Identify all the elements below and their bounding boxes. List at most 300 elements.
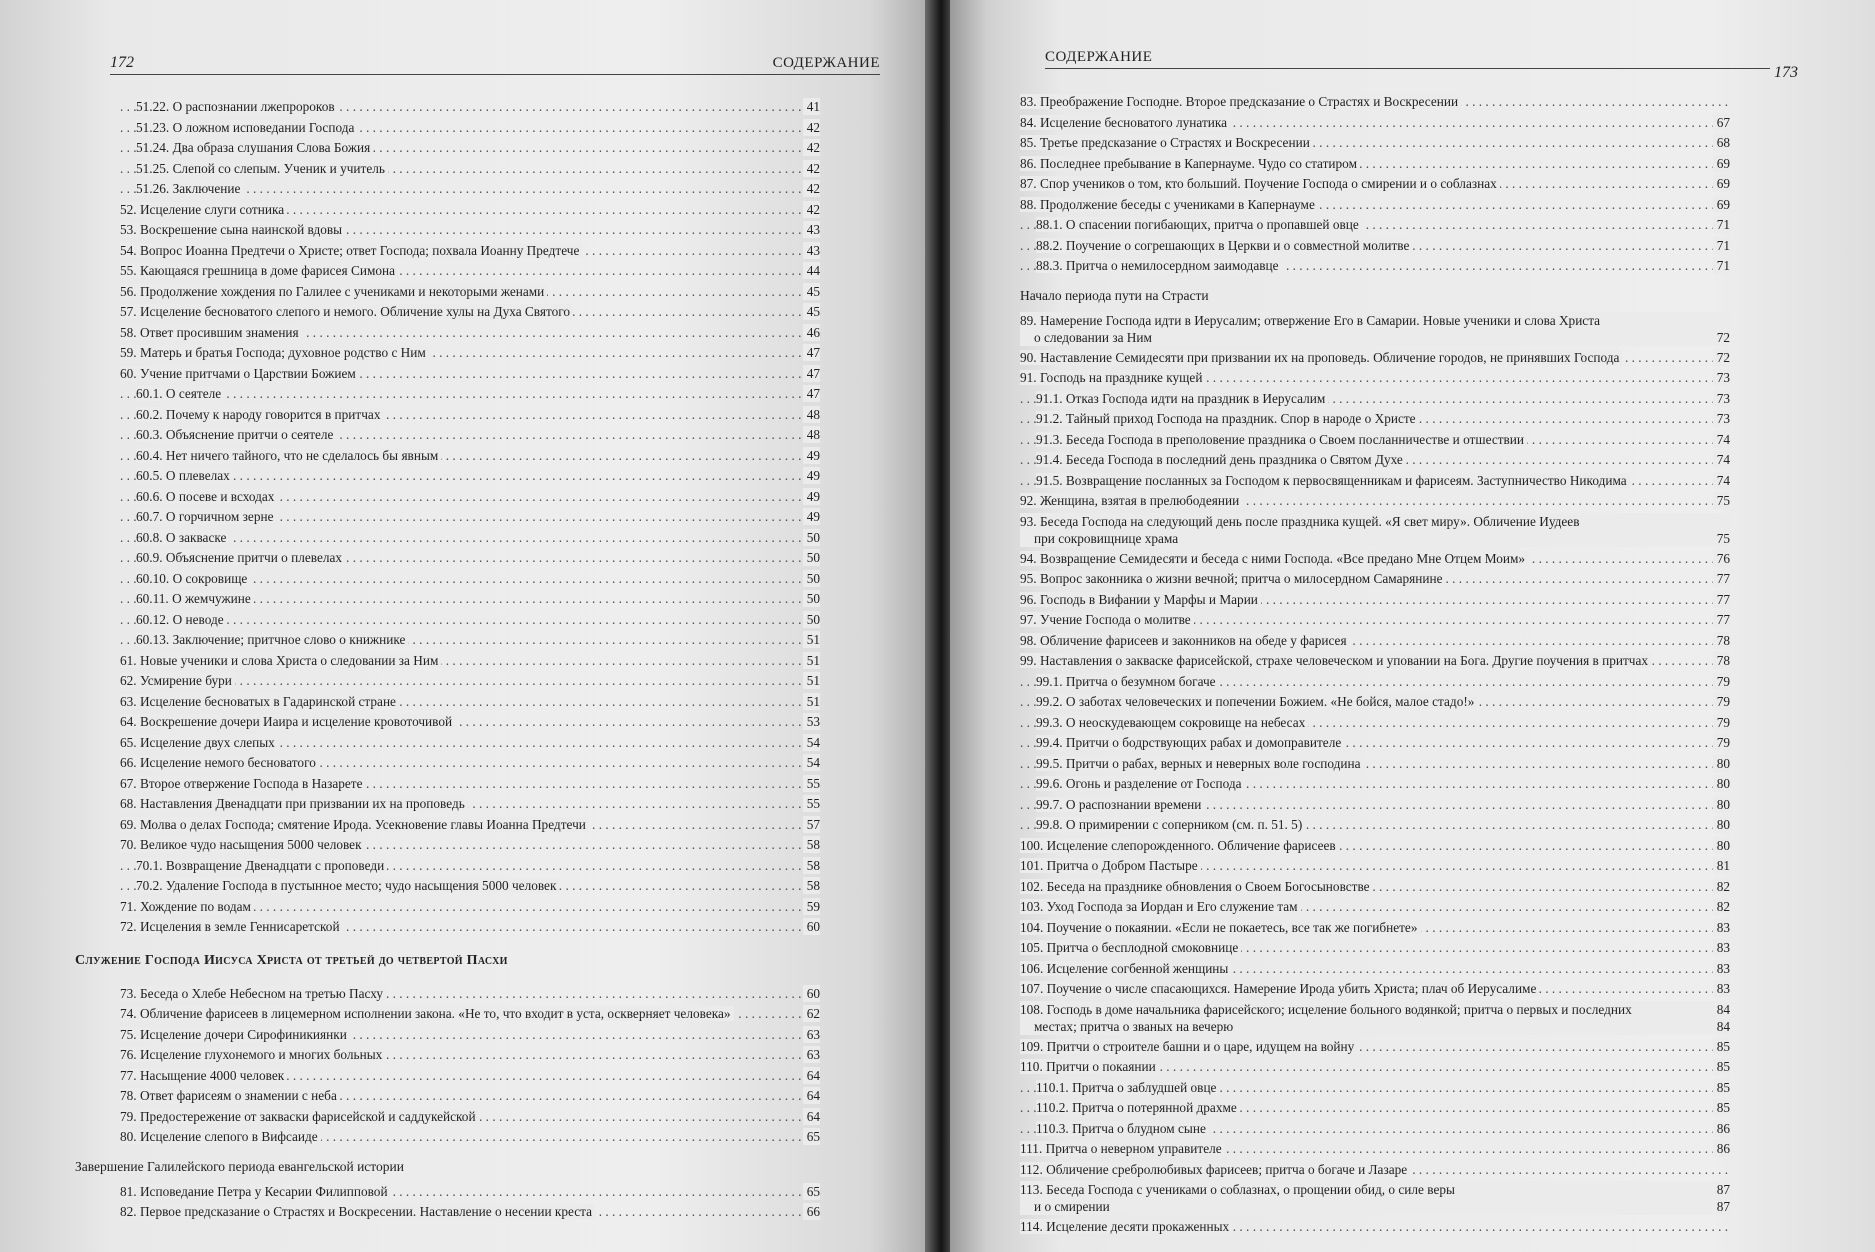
toc-entry-title: 74. Обличение фарисеев в лицемерном исполнении закона. «Не то, что входит в уста, оскверняет человека» [120, 1006, 734, 1021]
toc-entry-page: 87 [1713, 1198, 1730, 1215]
toc-entry [120, 529, 820, 550]
toc-entry [120, 590, 820, 611]
toc-entry-title-line: 89. Намерение Господа идти в Иерусалим; отвержение Его в Самарии. Новые ученики и слова Христа [1020, 312, 1601, 328]
toc-entry-title: 109. Притчи о строителе башни и о царе, идущем на войну [1020, 1039, 1357, 1054]
toc-entry [1020, 369, 1730, 390]
toc-entry [1020, 837, 1730, 858]
toc-entry [1020, 196, 1730, 217]
toc-entry-title: 91.5. Возвращение посланных за Господом к первосвященникам и фарисеям. Заступничество Никодима [1036, 473, 1630, 488]
toc-entry [120, 1203, 820, 1224]
toc-entry [1020, 349, 1730, 370]
toc-entry-title: 88.2. Поучение о согрешающих в Церкви и о совместной молитве [1036, 238, 1412, 253]
toc-entry-page: 79 [1713, 714, 1730, 731]
toc-entry-title: 90. Наставление Семидесяти при призвании их на проповедь. Обличение городов, не принявших Господа [1020, 350, 1622, 365]
toc-entry-page: 54 [803, 754, 820, 771]
toc-entry-title: 56. Продолжение хождения по Галилее с учениками и некоторыми женами [120, 284, 547, 299]
toc-entry [1020, 550, 1730, 571]
toc-entry-page: 80 [1713, 837, 1730, 854]
toc-entry-title: 60.8. О закваске [136, 530, 229, 545]
toc-entry-title-line: о следовании за Ним [1034, 329, 1152, 345]
toc-entry-page: 72 [1713, 329, 1730, 346]
left-page-number: 172 [110, 54, 134, 71]
toc-entry [120, 262, 820, 283]
toc-entry-page: 65 [803, 1183, 820, 1200]
toc-entry [1020, 114, 1730, 135]
toc-entry-page: 50 [803, 549, 820, 566]
toc-entry [120, 549, 820, 570]
toc-entry [120, 857, 820, 878]
toc-entry-title: 60.10. О сокровище [136, 571, 250, 586]
toc-entry-title: 58. Ответ просившим знамения [120, 325, 302, 340]
toc-entry-page: 69 [1713, 175, 1730, 192]
toc-entry-title: 60.9. Объяснение притчи о плевелах [136, 550, 345, 565]
toc-entry-page: 48 [803, 426, 820, 443]
toc-entry-title: 71. Хождение по водам [120, 899, 254, 914]
toc-entry-page: 71 [1713, 216, 1730, 233]
toc-entry-title: 99.5. Притчи о рабах, верных и неверных воле господина [1036, 756, 1364, 771]
toc-entry-title: 70.1. Возвращение Двенадцати с проповеди [136, 858, 387, 873]
toc-entry-title: 104. Поучение о покаянии. «Если не покаетесь, все так же погибнете» [1020, 920, 1421, 935]
toc-entry [120, 488, 820, 509]
toc-entry [1020, 431, 1730, 452]
toc-entry-title: 70. Великое чудо насыщения 5000 человек [120, 837, 365, 852]
toc-entry-page: 49 [803, 467, 820, 484]
toc-entry-page: 67 [1713, 114, 1730, 131]
toc-entry [120, 160, 820, 181]
toc-entry-page: 51 [803, 693, 820, 710]
toc-entry [1020, 1120, 1730, 1141]
toc-entry-title: 64. Воскрешение дочери Иаира и исцеление кровоточивой [120, 714, 455, 729]
toc-entry [120, 221, 820, 242]
toc-entry [1020, 1001, 1730, 1038]
toc-entry-page: 53 [803, 713, 820, 730]
toc-entry-page: 64 [803, 1108, 820, 1125]
toc-entry-title: 78. Ответ фарисеям о знамении с неба [120, 1088, 340, 1103]
toc-entry [1020, 796, 1730, 817]
toc-entry-title: 94. Возвращение Семидесяти и беседа с ними Господа. «Все предано Мне Отцем Моим» [1020, 551, 1528, 566]
toc-entry-title: 60.6. О посеве и всходах [136, 489, 277, 504]
toc-entry [120, 1183, 820, 1204]
toc-entry-title: 51.22. О распознании лжепророков [136, 99, 338, 114]
toc-entry-title: 60.3. Объяснение притчи о сеятеле [136, 427, 336, 442]
toc-entry [120, 611, 820, 632]
toc-entry [120, 119, 820, 140]
toc-entry-title-line: 93. Беседа Господа на следующий день после праздника кущей. «Я свет миру». Обличение Иудеев [1020, 513, 1580, 529]
toc-entry [120, 918, 820, 939]
toc-entry-title: 68. Наставления Двенадцати при призвании их на проповедь [120, 796, 468, 811]
toc-entry [120, 898, 820, 919]
toc-entry-page: 51 [803, 652, 820, 669]
toc-entry-page: 85 [1713, 1099, 1730, 1116]
toc-entry-title: 98. Обличение фарисеев и законников на обеде у фарисея [1020, 633, 1350, 648]
right-header-title: СОДЕРЖАНИЕ [1045, 49, 1153, 65]
toc-entry-title: 63. Исцеление бесноватых в Гадаринской стране [120, 694, 399, 709]
toc-entry-title-line: и о смирении [1034, 1199, 1110, 1214]
toc-entry-title: 52. Исцеление слуги сотника [120, 202, 287, 217]
toc-entry-page: 48 [803, 406, 820, 423]
toc-entry [1020, 898, 1730, 919]
toc-entry-title [1020, 1181, 1730, 1215]
toc-entry-title: 61. Новые ученики и слова Христа о следовании за Ним [120, 653, 441, 668]
toc-entry-page: 49 [803, 488, 820, 505]
toc-entry [120, 795, 820, 816]
toc-entry-page: 45 [803, 283, 820, 300]
toc-entry [120, 385, 820, 406]
toc-entry-title: 57. Исцеление бесноватого слепого и немого. Обличение хулы на Духа Святого [120, 304, 573, 319]
toc-entry-page: 50 [803, 611, 820, 628]
toc-entry [1020, 312, 1730, 349]
toc-entry [120, 283, 820, 304]
toc-entry-page: 63 [803, 1026, 820, 1043]
toc-entry-title: 60.2. Почему к народу говорится в притчах [136, 407, 383, 422]
left-toc-list [75, 98, 820, 1224]
toc-entry-page: 79 [1713, 734, 1730, 751]
toc-entry-title: 60.5. О плевелах [136, 468, 233, 483]
toc-entry-title: 62. Усмирение бури [120, 673, 235, 688]
toc-entry-title-line: 108. Господь в доме начальника фарисейского; исцеление больного водянкой; притча о первых и последних [1020, 1001, 1632, 1017]
toc-entry-title: 60.12. О неводе [136, 612, 227, 627]
toc-entry-page: 78 [1713, 652, 1730, 669]
toc-entry [1020, 960, 1730, 981]
toc-entry-title: 88.3. Притча о немилосердном заимодавце [1036, 258, 1282, 273]
toc-entry-page: 75 [1713, 492, 1730, 509]
toc-entry-title: 110.3. Притча о блудном сыне [1036, 1121, 1209, 1136]
toc-entry-page: 72 [1713, 349, 1730, 366]
toc-entry [120, 836, 820, 857]
toc-entry [120, 816, 820, 837]
toc-entry-page: 42 [803, 119, 820, 136]
left-header-title: СОДЕРЖАНИЕ [772, 55, 880, 71]
toc-entry-page: 86 [1713, 1140, 1730, 1157]
toc-entry [1020, 155, 1730, 176]
toc-entry-title: 60.7. О горчичном зерне [136, 509, 277, 524]
toc-entry-page: 43 [803, 242, 820, 259]
toc-entry [120, 1046, 820, 1067]
toc-entry-page: 83 [1713, 939, 1730, 956]
toc-entry-title: 53. Воскрешение сына наинской вдовы [120, 222, 345, 237]
toc-entry-title: 51.23. О ложном исповедании Господа [136, 120, 357, 135]
toc-entry-title: 97. Учение Господа о молитве [1020, 612, 1194, 627]
toc-entry-title [1020, 1001, 1730, 1035]
toc-entry-title: 76. Исцеление глухонемого и многих больных [120, 1047, 385, 1062]
toc-entry-page: 51 [803, 672, 820, 689]
toc-entry-page: 42 [803, 160, 820, 177]
toc-entry [1020, 1099, 1730, 1120]
toc-entry-title: 60.11. О жемчужине [136, 591, 254, 606]
toc-entry [120, 672, 820, 693]
toc-entry-title: 77. Насыщение 4000 человек [120, 1068, 287, 1083]
toc-entry-title: 51.25. Слепой со слепым. Ученик и учитель [136, 161, 388, 176]
toc-entry-page: 80 [1713, 755, 1730, 772]
toc-entry-title: 91.3. Беседа Господа в преполовение праздника о Своем посланничестве и отшествии [1036, 432, 1527, 447]
toc-entry-page: 55 [803, 775, 820, 792]
toc-entry [1020, 1181, 1730, 1218]
right-page-header [1045, 42, 1798, 81]
toc-entry-title: 110. Притчи о покаянии [1020, 1059, 1159, 1074]
toc-entry-title: 102. Беседа на празднике обновления о Своем Богосыновстве [1020, 879, 1373, 894]
toc-entry [120, 508, 820, 529]
toc-entry-title: 60. Учение притчами о Царствии Божием [120, 366, 359, 381]
toc-entry [120, 467, 820, 488]
toc-entry-page: 49 [803, 508, 820, 525]
toc-entry-title: 82. Первое предсказание о Страстях и Воскресении. Наставление о несении креста [120, 1204, 595, 1219]
toc-entry [1020, 734, 1730, 755]
toc-entry-title: 111. Притча о неверном управителе [1020, 1141, 1225, 1156]
toc-entry [1020, 775, 1730, 796]
toc-entry-title: 99.3. О неоскудевающем сокровище на небесах [1036, 715, 1308, 730]
toc-entry [1020, 878, 1730, 899]
toc-entry-title: 85. Третье предсказание о Страстях и Воскресении [1020, 135, 1313, 150]
toc-entry [1020, 919, 1730, 940]
toc-entry [1020, 939, 1730, 960]
toc-entry-title: 88.1. О спасении погибающих, притча о пропавшей овце [1036, 217, 1362, 232]
toc-entry [120, 570, 820, 591]
toc-entry [1020, 857, 1730, 878]
toc-entry-title: 99. Наставления о закваске фарисейской, страхе человеческом и уповании на Бога. Другие поучения в притчах [1020, 653, 1651, 668]
toc-entry-title: 110.1. Притча о заблудшей овце [1036, 1080, 1219, 1095]
toc-entry [1020, 513, 1730, 550]
toc-entry [120, 1087, 820, 1108]
toc-entry [1020, 257, 1730, 278]
toc-entry [1020, 714, 1730, 735]
toc-entry-page: 65 [803, 1128, 820, 1145]
toc-entry-title: 51.24. Два образа слушания Слова Божия [136, 140, 373, 155]
toc-entry-title: 112. Обличение сребролюбивых фарисеев; притча о богаче и Лазаре [1020, 1162, 1410, 1177]
toc-entry-page: 47 [803, 385, 820, 402]
toc-entry-title [1020, 312, 1730, 346]
toc-entry-page: 71 [1713, 257, 1730, 274]
toc-entry [1020, 591, 1730, 612]
toc-entry-page: 75 [1713, 530, 1730, 547]
toc-entry-page: 47 [803, 365, 820, 382]
toc-entry [1020, 451, 1730, 472]
toc-entry [1020, 175, 1730, 196]
toc-entry [1020, 652, 1730, 673]
toc-entry-page: 62 [803, 1005, 820, 1022]
toc-entry [120, 1108, 820, 1129]
toc-entry-title: 91.2. Тайный приход Господа на праздник. Спор в народе о Христе [1036, 411, 1419, 426]
toc-entry [120, 242, 820, 263]
toc-entry-page: 74 [1713, 431, 1730, 448]
toc-entry-page: 74 [1713, 472, 1730, 489]
toc-entry [1020, 93, 1730, 114]
toc-entry [120, 713, 820, 734]
toc-entry-page: 42 [803, 201, 820, 218]
toc-entry-page: 43 [803, 221, 820, 238]
toc-entry-title: 66. Исцеление немого бесноватого [120, 755, 319, 770]
toc-entry-page: 58 [803, 857, 820, 874]
toc-entry [120, 1026, 820, 1047]
toc-entry [120, 426, 820, 447]
period-heading: Завершение Галилейского периода евангельской истории [75, 1158, 404, 1174]
toc-entry-title: 69. Молва о делах Господа; смятение Ирода. Усекновение главы Иоанна Предтечи [120, 817, 589, 832]
toc-entry [120, 693, 820, 714]
toc-entry-title: 84. Исцеление бесноватого лунатика [1020, 115, 1230, 130]
toc-entry [1020, 237, 1730, 258]
toc-entry [120, 985, 820, 1006]
toc-entry-title: 67. Второе отвержение Господа в Назарете [120, 776, 366, 791]
toc-entry-page: 46 [803, 324, 820, 341]
toc-entry-page: 85 [1713, 1079, 1730, 1096]
right-page [950, 0, 1875, 1252]
toc-entry-page: 50 [803, 529, 820, 546]
toc-entry-page: 84 [1713, 1001, 1730, 1018]
toc-entry-title: 73. Беседа о Хлебе Небесном на третью Пасху [120, 986, 386, 1001]
toc-entry-page: 60 [803, 918, 820, 935]
toc-entry-title: 70.2. Удаление Господа в пустынное место; чудо насыщения 5000 человек [136, 878, 559, 893]
toc-entry [1020, 390, 1730, 411]
toc-entry-title: 99.8. О примирении с соперником (см. п. 51. 5) [1036, 817, 1305, 832]
toc-entry-title-line: при сокровищнице храма [1034, 530, 1179, 546]
toc-entry-page: 63 [803, 1046, 820, 1063]
left-page [0, 0, 935, 1252]
toc-entry-title: 87. Спор учеников о том, кто больший. Поучение Господа о смирении и о соблазнах [1020, 176, 1500, 191]
toc-entry [120, 1005, 820, 1026]
toc-entry-page: 41 [803, 98, 820, 115]
toc-entry-page: 85 [1713, 1038, 1730, 1055]
toc-entry-title: 100. Исцеление слепорожденного. Обличение фарисеев [1020, 838, 1339, 853]
toc-entry [120, 447, 820, 468]
toc-entry-title: 60.1. О сеятеле [136, 386, 224, 401]
toc-entry [120, 1128, 820, 1149]
toc-entry-page: 83 [1713, 960, 1730, 977]
toc-entry-page: 80 [1713, 816, 1730, 833]
toc-entry-page: 64 [803, 1087, 820, 1104]
toc-entry-page: 73 [1713, 369, 1730, 386]
toc-entry [120, 201, 820, 222]
toc-entry-title: 75. Исцеление дочери Сирофиникиянки [120, 1027, 350, 1042]
toc-entry [120, 631, 820, 652]
toc-entry-page: 57 [803, 816, 820, 833]
section-heading: Служение Господа Иисуса Христа от третьей до четвертой Пасхи [75, 952, 508, 968]
toc-entry-page: 77 [1713, 591, 1730, 608]
toc-entry-title: 83. Преображение Господне. Второе предсказание о Страстях и Воскресении [1020, 94, 1461, 109]
right-toc-list [1020, 93, 1730, 1239]
toc-entry-page: 77 [1713, 611, 1730, 628]
toc-entry-title: 88. Продолжение беседы с учениками в Капернауме [1020, 197, 1318, 212]
toc-entry [1020, 472, 1730, 493]
toc-entry-title: 99.6. Огонь и разделение от Господа [1036, 776, 1245, 791]
right-page-number: 173 [1774, 64, 1798, 81]
toc-entry-title [1020, 513, 1730, 547]
toc-entry [120, 365, 820, 386]
toc-entry-title: 81. Исповедание Петра у Кесарии Филипповой [120, 1184, 391, 1199]
toc-entry-title-line: 113. Беседа Господа с учениками о соблазнах, о прощении обид, о силе веры [1020, 1182, 1455, 1197]
toc-entry [1020, 216, 1730, 237]
toc-entry [120, 1067, 820, 1088]
toc-entry-title: 99.7. О распознании времени [1036, 797, 1204, 812]
toc-entry-page: 86 [1713, 1120, 1730, 1137]
toc-entry-page: 64 [803, 1067, 820, 1084]
toc-entry-page: 69 [1713, 155, 1730, 172]
toc-entry [1020, 1140, 1730, 1161]
toc-entry-page: 44 [803, 262, 820, 279]
toc-entry-title: 86. Последнее пребывание в Капернауме. Чудо со статиром [1020, 156, 1360, 171]
toc-entry [1020, 570, 1730, 591]
toc-entry-title: 107. Поучение о числе спасающихся. Намерение Ирода убить Христа; плач об Иерусалиме [1020, 981, 1539, 996]
toc-entry-title: 114. Исцеление десяти прокаженных [1020, 1219, 1232, 1234]
toc-entry-page: 83 [1713, 919, 1730, 936]
toc-entry [120, 406, 820, 427]
toc-entry-page: 60 [803, 985, 820, 1002]
toc-entry-title-line: местах; притча о званых на вечерю [1034, 1018, 1234, 1034]
toc-entry-page: 81 [1713, 857, 1730, 874]
toc-entry-page: 50 [803, 570, 820, 587]
toc-entry-page: 54 [803, 734, 820, 751]
toc-entry [120, 324, 820, 345]
toc-entry [1020, 1161, 1730, 1182]
toc-entry-page: 73 [1713, 390, 1730, 407]
toc-entry-title: 59. Матерь и братья Господа; духовное родство с Ним [120, 345, 429, 360]
toc-entry-page: 73 [1713, 410, 1730, 427]
toc-entry-title: 101. Притча о Добром Пастыре [1020, 858, 1201, 873]
toc-entry-page: 74 [1713, 451, 1730, 468]
toc-entry-page: 76 [1713, 550, 1730, 567]
toc-entry-page: 79 [1713, 693, 1730, 710]
toc-entry-page: 82 [1713, 898, 1730, 915]
toc-entry [1020, 1218, 1730, 1239]
toc-entry-page: 42 [803, 139, 820, 156]
toc-entry [120, 775, 820, 796]
toc-entry-title: 92. Женщина, взятая в прелюбодеянии [1020, 493, 1242, 508]
toc-entry-page: 47 [803, 344, 820, 361]
toc-entry-page: 78 [1713, 632, 1730, 649]
period-heading: Начало периода пути на Страсти [1020, 287, 1209, 303]
toc-entry-page: 82 [1713, 878, 1730, 895]
toc-entry-title: 103. Уход Господа за Иордан и Его служение там [1020, 899, 1301, 914]
toc-entry [1020, 492, 1730, 513]
toc-entry [1020, 673, 1730, 694]
toc-entry-page: 87 [1713, 1181, 1730, 1198]
toc-entry-page: 58 [803, 877, 820, 894]
toc-entry-title: 110.2. Притча о потерянной драхме [1036, 1100, 1240, 1115]
toc-entry-page: 45 [803, 303, 820, 320]
toc-entry-page: 80 [1713, 796, 1730, 813]
toc-entry-title: 80. Исцеление слепого в Вифсаиде [120, 1129, 321, 1144]
toc-entry-page: 49 [803, 447, 820, 464]
toc-entry [1020, 1038, 1730, 1059]
toc-entry [1020, 134, 1730, 155]
toc-entry [120, 180, 820, 201]
toc-entry-title: 54. Вопрос Иоанна Предтечи о Христе; ответ Господа; похвала Иоанну Предтече [120, 243, 582, 258]
toc-entry [120, 734, 820, 755]
toc-entry-page: 50 [803, 590, 820, 607]
toc-entry-page: 42 [803, 180, 820, 197]
toc-entry-title: 72. Исцеления в земле Геннисаретской [120, 919, 343, 934]
toc-entry-title: 106. Исцеление согбенной женщины [1020, 961, 1231, 976]
toc-entry [1020, 632, 1730, 653]
toc-entry-page: 51 [803, 631, 820, 648]
toc-entry [120, 754, 820, 775]
toc-entry-page: 59 [803, 898, 820, 915]
toc-entry [1020, 693, 1730, 714]
toc-entry-page: 55 [803, 795, 820, 812]
toc-entry [120, 877, 820, 898]
toc-entry-title: 99.1. Притча о безумном богаче [1036, 674, 1219, 689]
toc-entry-title: 65. Исцеление двух слепых [120, 735, 278, 750]
toc-entry-title: 79. Предостережение от закваски фарисейской и саддукейской [120, 1109, 479, 1124]
toc-entry-title: 55. Кающаяся грешница в доме фарисея Симона [120, 263, 398, 278]
toc-entry-title: 91.1. Отказ Господа идти на праздник в Иерусалим [1036, 391, 1328, 406]
toc-entry-page: 79 [1713, 673, 1730, 690]
toc-entry-page: 69 [1713, 196, 1730, 213]
toc-entry [120, 652, 820, 673]
toc-entry-page: 58 [803, 836, 820, 853]
toc-entry [1020, 1079, 1730, 1100]
toc-entry [1020, 980, 1730, 1001]
toc-entry [1020, 1058, 1730, 1079]
toc-entry-title: 91.4. Беседа Господа в последний день праздника о Святом Духе [1036, 452, 1406, 467]
